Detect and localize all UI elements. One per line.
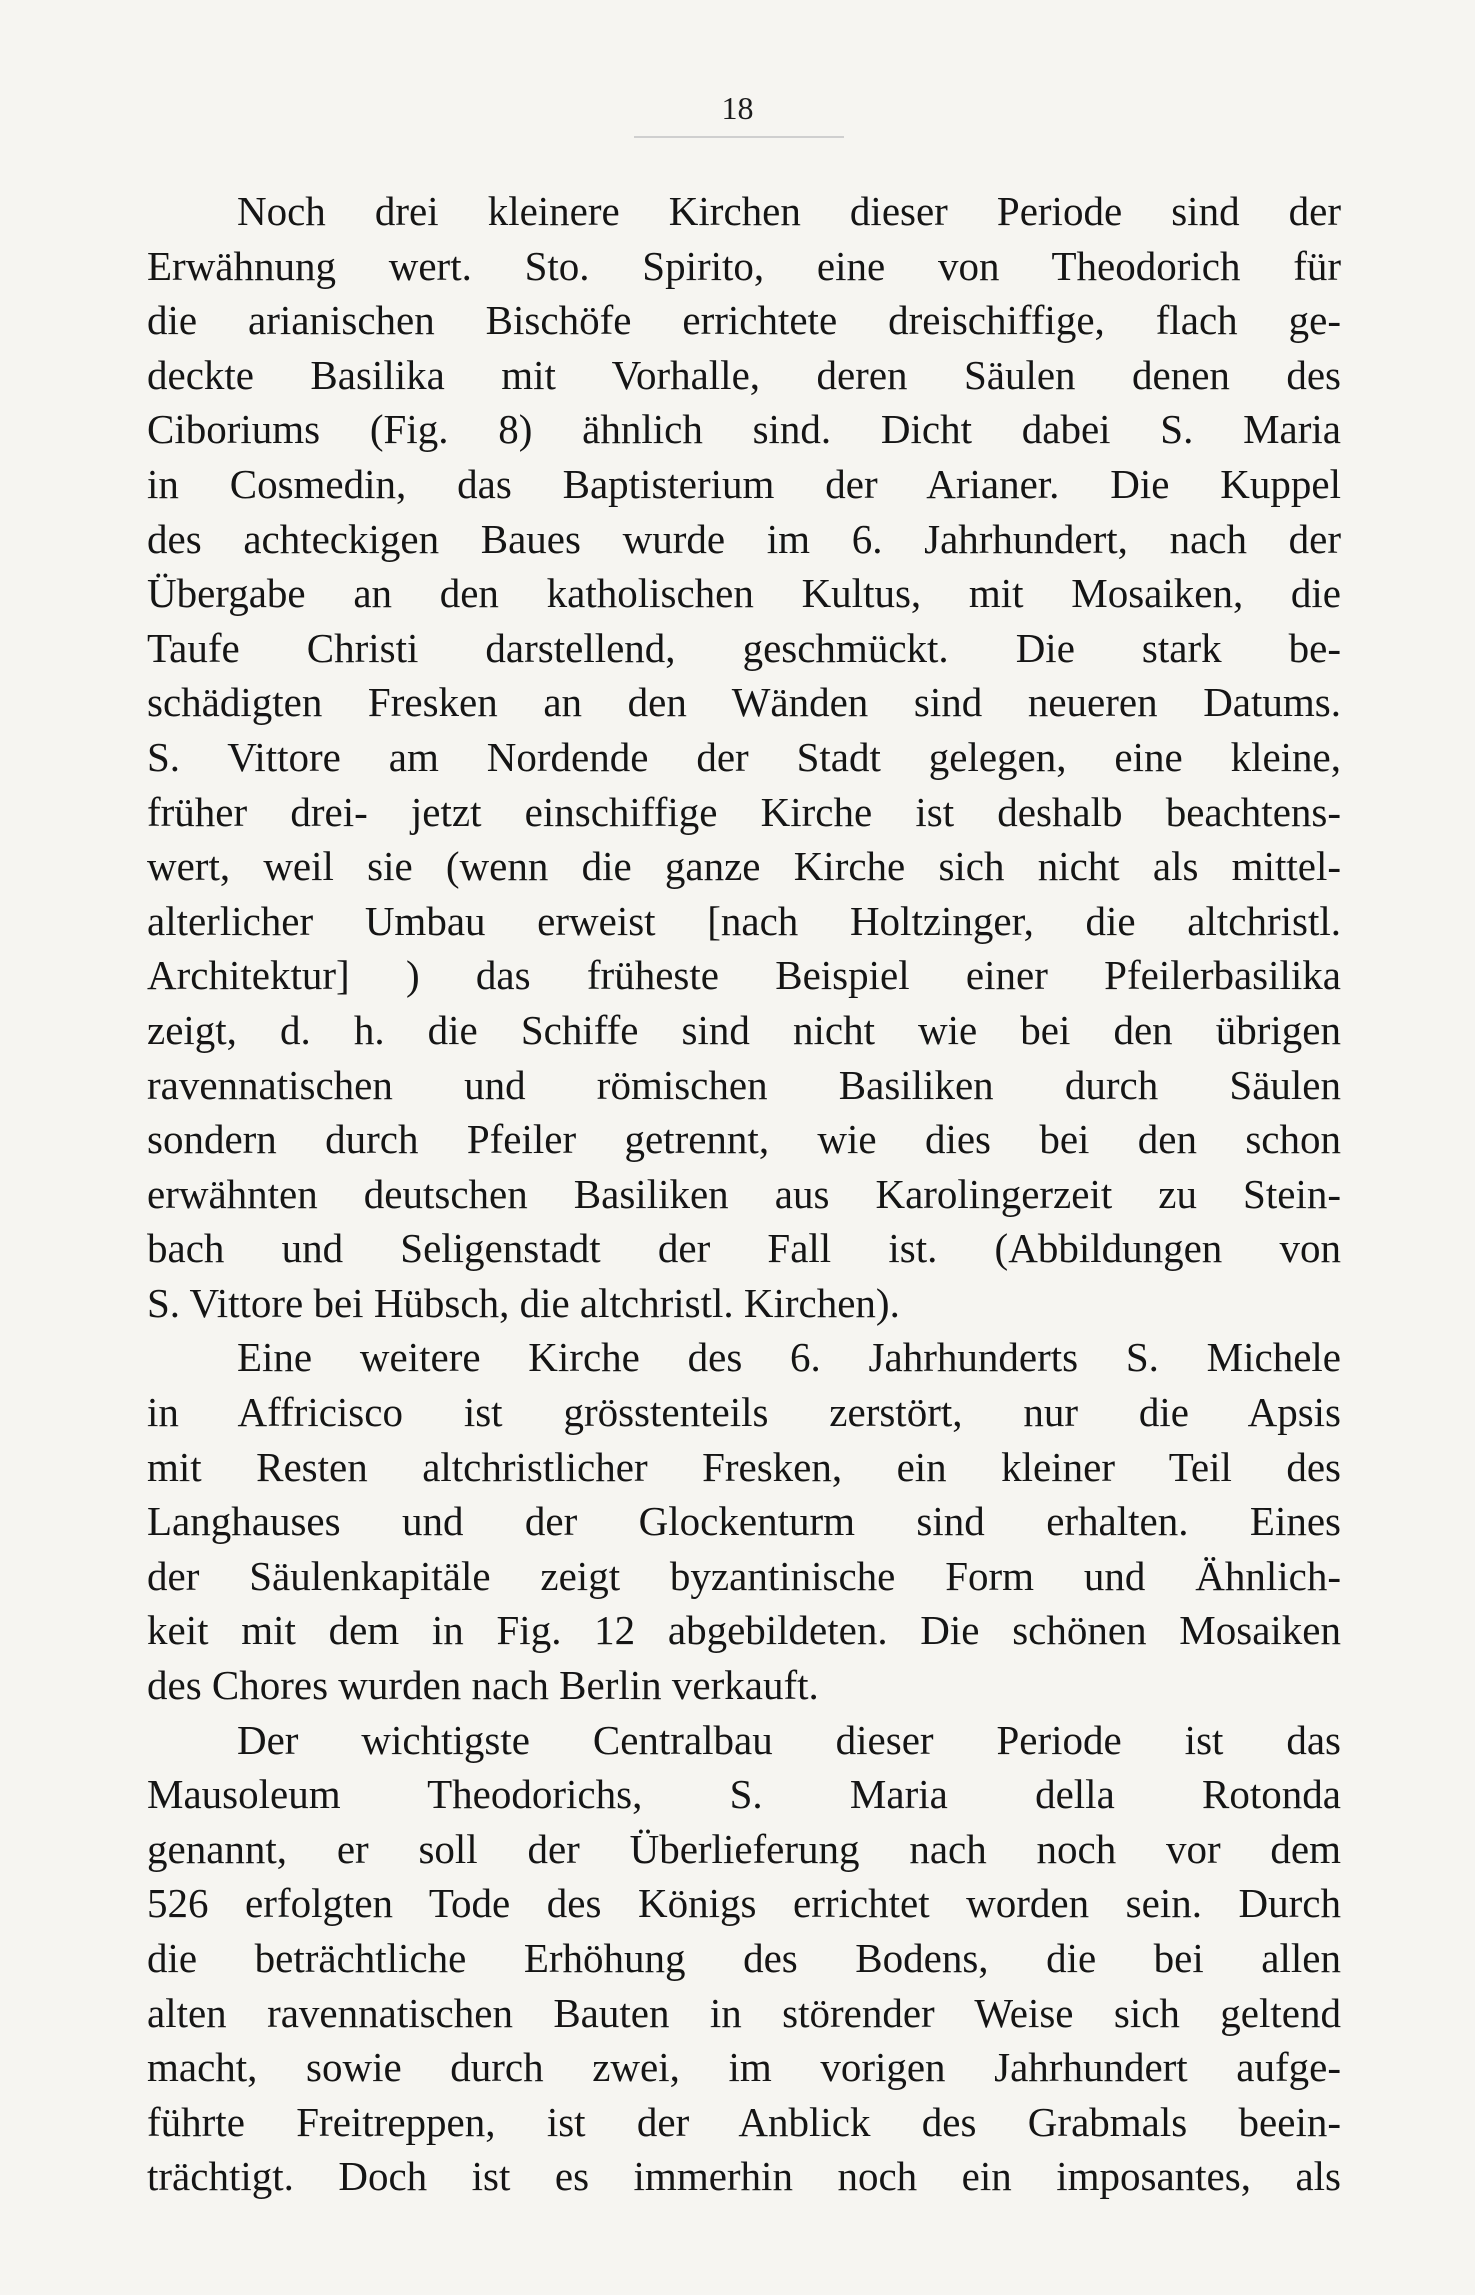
page-number: 18 [721,90,754,126]
text-line: Langhauses und der Glockenturm sind erhalten. Eines [147,1498,1341,1545]
header-rule [634,136,844,138]
text-line: Erwähnung wert. Sto. Spirito, eine von Theodorich für [147,242,1341,289]
text-line: sondern durch Pfeiler getrennt, wie dies bei den schon [147,1116,1341,1163]
text-line: S. Vittore bei Hübsch, die altchristl. Kirchen). [147,1279,900,1326]
text-line: ravennatischen und römischen Basiliken durch Säulen [147,1061,1341,1108]
text-line: Ciboriums (Fig. 8) ähnlich sind. Dicht dabei S. Maria [147,406,1341,453]
text-line: alterlicher Umbau erweist [nach Holtzinger, die altchristl. [147,897,1341,944]
text-line: alten ravennatischen Bauten in störender Weise sich geltend [147,1989,1341,2036]
body-text [147,184,1341,2204]
text-line: genannt, er soll der Überlieferung nach noch vor dem [147,1825,1341,1872]
text-line: Noch drei kleinere Kirchen dieser Periode sind der [237,188,1341,234]
text-line: in Affricisco ist grösstenteils zerstört, nur die Apsis [147,1389,1341,1436]
text-line: des achteckigen Baues wurde im 6. Jahrhundert, nach der [147,515,1341,562]
text-line: führte Freitreppen, ist der Anblick des Grabmals beein- [147,2098,1341,2145]
text-line: früher drei- jetzt einschiffige Kirche ist deshalb beachtens- [147,788,1341,835]
text-line: S. Vittore am Nordende der Stadt gelegen, eine kleine, [147,733,1341,780]
text-line: wert, weil sie (wenn die ganze Kirche sich nicht als mittel- [147,843,1341,890]
text-line: bach und Seligenstadt der Fall ist. (Abbildungen von [147,1225,1341,1272]
text-line: trächtigt. Doch ist es immerhin noch ein imposantes, als [147,2153,1341,2200]
text-line: des Chores wurden nach Berlin verkauft. [147,1662,819,1709]
text-line: Taufe Christi darstellend, geschmückt. Die stark be- [147,624,1341,671]
text-line: keit mit dem in Fig. 12 abgebildeten. Die schönen Mosaiken [147,1607,1341,1654]
text-line: erwähnten deutschen Basiliken aus Karolingerzeit zu Stein- [147,1170,1341,1217]
text-line: in Cosmedin, das Baptisterium der Arianer. Die Kuppel [147,460,1341,507]
text-line: mit Resten altchristlicher Fresken, ein kleiner Teil des [147,1443,1341,1490]
text-line: die beträchtliche Erhöhung des Bodens, die bei allen [147,1935,1341,1981]
text-line: deckte Basilika mit Vorhalle, deren Säulen denen des [147,351,1341,398]
text-line: der Säulenkapitäle zeigt byzantinische Form und Ähnlich- [147,1552,1341,1599]
text-line: die arianischen Bischöfe errichtete dreischiffige, flach ge- [147,297,1341,344]
text-line: 526 erfolgten Tode des Königs errichtet worden sein. Durch [147,1880,1341,1927]
text-line: Übergabe an den katholischen Kultus, mit Mosaiken, die [147,570,1341,617]
text-line: Mausoleum Theodorichs, S. Maria della Rotonda [147,1771,1341,1818]
text-line: zeigt, d. h. die Schiffe sind nicht wie bei den übrigen [147,1006,1341,1053]
text-line: macht, sowie durch zwei, im vorigen Jahrhundert aufge- [147,2044,1341,2091]
text-line: Architektur] ) das früheste Beispiel einer Pfeilerbasilika [147,952,1341,999]
text-line: schädigten Fresken an den Wänden sind neueren Datums. [147,679,1341,726]
text-line: Eine weitere Kirche des 6. Jahrhunderts S. Michele [237,1334,1341,1381]
text-line: Der wichtigste Centralbau dieser Periode ist das [237,1716,1341,1763]
